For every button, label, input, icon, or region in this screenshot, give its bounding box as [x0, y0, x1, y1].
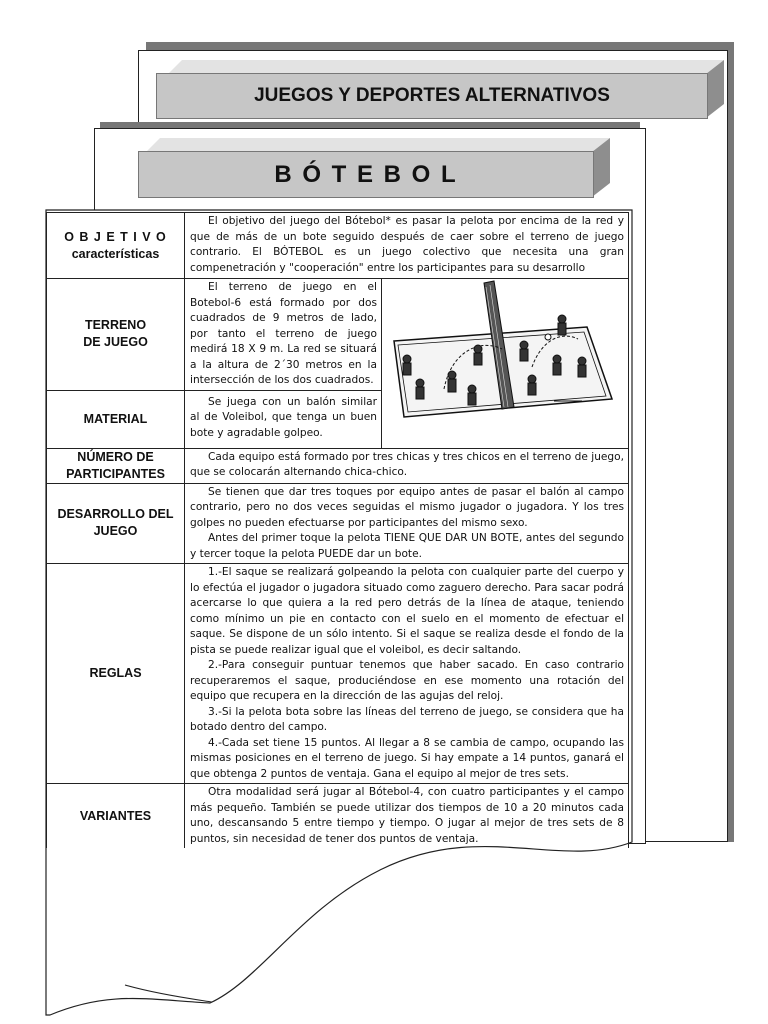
text-participantes: Cada equipo está formado por tres chicas y tres chicos en el terreno de juego, que se colocarán alternando chica-chico. [190, 450, 625, 478]
label-objetivo-line1: O B J E T I V O [64, 229, 167, 244]
text-desarrollo-p2: Antes del primer toque la pelota TIENE QUE DAR UN BOTE, antes del segundo y tercer toque la pelota PUEDE dar un bote. [190, 532, 625, 560]
inner-banner-title: B Ó T E B O L [138, 151, 594, 198]
text-variantes: Otra modalidad será jugar al Bótebol-4, con cuatro participantes y el campo más pequeño. También se puede utilizar dos tiempos de 10 a 20 minutos cada uno, descansando 5 entre tiempo y tiempo. O jugar al mejor de tres sets de 8 puntos, sin necesidad de tener dos puntos de ventaja. [190, 786, 625, 845]
text-desarrollo-p1: Se tienen que dar tres toques por equipo antes de pasar el balón al campo contrario, pero no dos veces seguidas el mismo jugador o jugadora. Y los tres golpes no pueden efectuarse por participantes del mismo sexo. [190, 485, 625, 529]
row-terreno [47, 279, 629, 391]
label-terreno-line2: DE JUEGO [83, 335, 148, 350]
label-desarrollo [47, 483, 185, 564]
label-terreno [47, 279, 185, 391]
label-material-text: MATERIAL [83, 411, 148, 426]
text-reglas-p3: 3.-Si la pelota bota sobre las líneas del terreno de juego, se considera que ha botado dentro del campo. [190, 705, 625, 733]
row-objetivo [47, 213, 629, 279]
label-material [47, 390, 185, 448]
label-reglas [47, 564, 185, 784]
text-terreno: El terreno de juego en el Botebol-6 está formado por dos cuadrados de 9 metros de lado, por tanto el terreno de juego medirá 18 X 9 m. La red se situará a la altura de 2´30 metros en la intersección de los dos cuadrados. [190, 281, 377, 386]
label-objetivo-line2: características [71, 246, 160, 261]
court-illustration-cell [382, 279, 629, 449]
row-participantes [47, 448, 629, 483]
label-objetivo [47, 213, 185, 279]
text-reglas-p1: 1.-El saque se realizará golpeando la pelota con cualquier parte del cuerpo y lo efectúa el jugador o jugadora situado como zaguero derecho. Para sacar podrá acercarse lo que quiera a la red pero detrás de la línea de ataque, teniendo como mínimo un pie en contacto con el suelo en el momento de efectuar el saque. Se dispone de un sólo intento. Si el saque se realiza desde el fondo de la pista se puede realizar igual que el voleibol, es decir saltando. [190, 566, 625, 656]
label-participantes-line2: PARTICIPANTES [66, 466, 165, 481]
text-reglas-p2: 2.-Para conseguir puntuar tenemos que haber sacado. En caso contrario recuperaremos el saque, produciéndose en ese momento una rotación del equipo que recupera en la dirección de las agujas del reloj. [190, 659, 625, 702]
court-illustration [382, 279, 627, 439]
text-objetivo: El objetivo del juego del Bótebol* es pasar la pelota por encima de la red y que de más de un bote seguido después de caer sobre el terreno de juego contrario. El BÓTEBOL es un juego colectivo que necesita una gran compenetración y "cooperación" entre los participantes para su desarrollo [190, 215, 625, 274]
label-participantes [47, 448, 185, 483]
row-reglas [47, 564, 629, 784]
info-table [46, 212, 629, 848]
label-desarrollo-line2: JUEGO [93, 524, 138, 539]
label-desarrollo-line1: DESARROLLO DEL [57, 507, 174, 522]
label-terreno-line1: TERRENO [84, 318, 147, 333]
label-participantes-line1: NÚMERO DE [77, 449, 154, 464]
text-material: Se juega con un balón similar al de Voleibol, que tenga un buen bote y agradable golpeo. [190, 395, 377, 439]
label-reglas-text: REGLAS [89, 666, 142, 680]
outer-banner-title: JUEGOS Y DEPORTES ALTERNATIVOS [156, 73, 708, 119]
row-variantes [47, 784, 629, 849]
text-reglas-p4: 4.-Cada set tiene 15 puntos. Al llegar a 8 se cambia de campo, ocupando las mismas posiciones en el terreno de juego. Si hay empate a 14 puntos, ganará el que obtenga 2 puntos de ventaja. Gana el equipo al mejor de tres sets. [190, 736, 625, 780]
row-desarrollo [47, 483, 629, 564]
label-variantes [47, 784, 185, 849]
label-variantes-text: VARIANTES [79, 808, 152, 823]
